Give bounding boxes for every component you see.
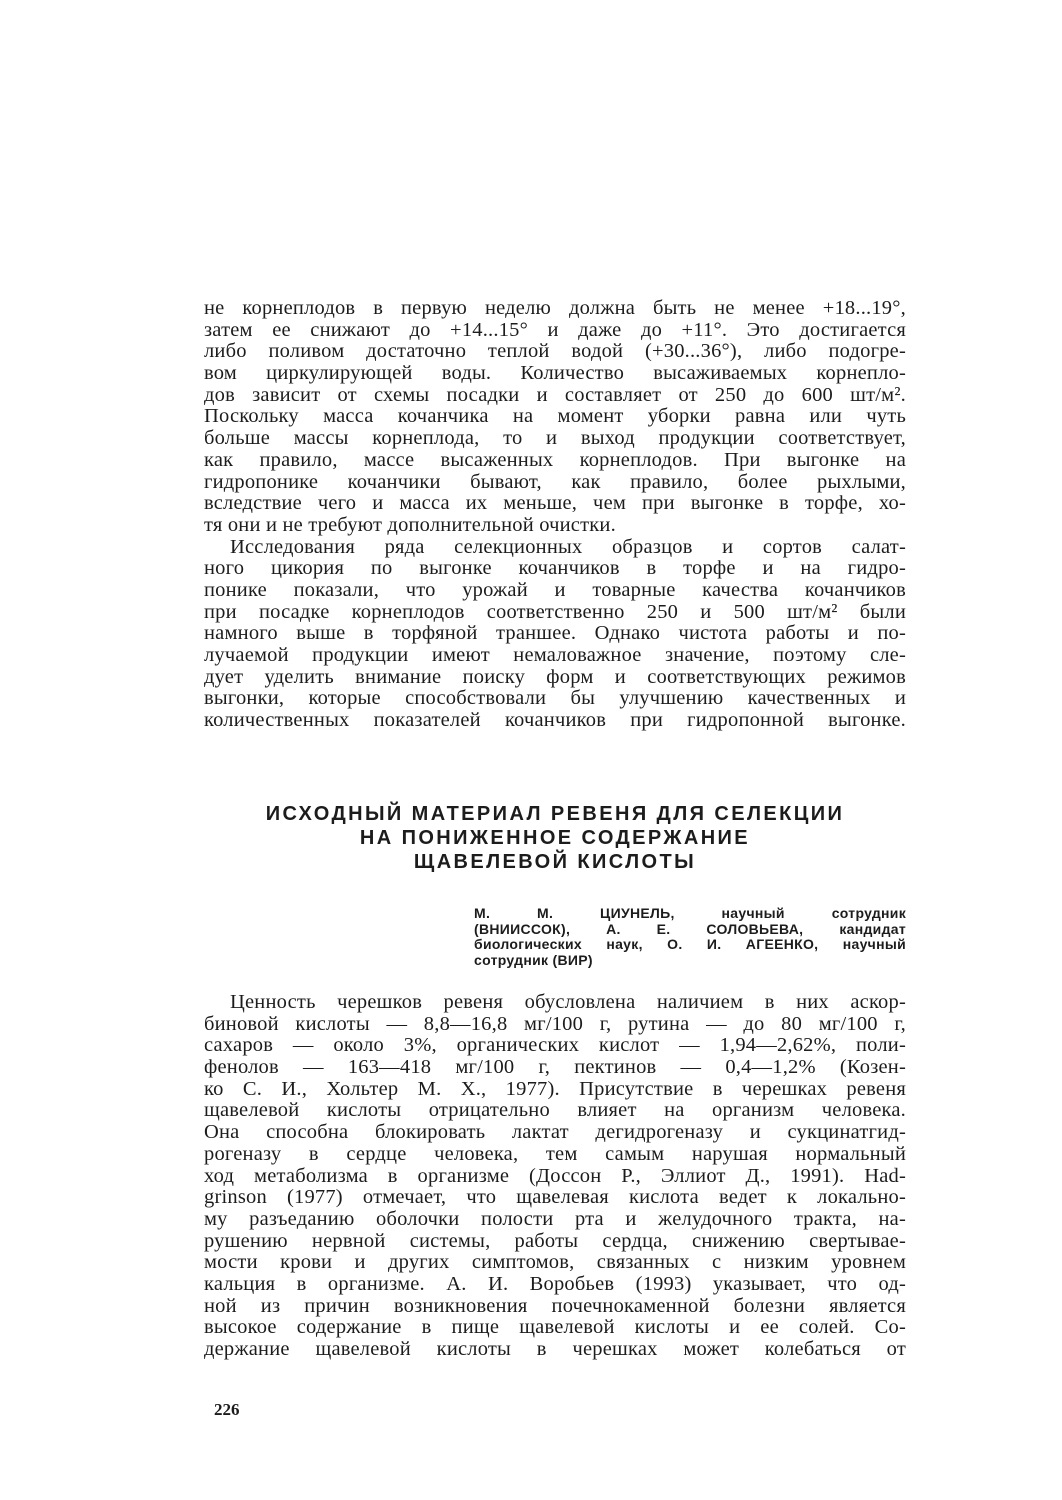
text-line: дует уделить внимание поиску форм и соответствующих режимов [204, 665, 906, 688]
text-line: сахаров — около 3%, органических кислот — 1,94—2,62%, поли- [204, 1034, 906, 1057]
text-line: ход метаболизма в организме (Доссон Р., Эллиот Д., 1991). Had- [204, 1164, 906, 1187]
author-line: сотрудник (ВИР) [474, 952, 593, 969]
author-byline [474, 906, 906, 969]
page-number: 226 [214, 1400, 240, 1419]
text-line: ной из причин возникновения почечнокаменной болезни является [204, 1294, 906, 1317]
text-line: ко С. И., Хольтер М. Х., 1977). Присутствие в черешках ревеня [204, 1077, 906, 1100]
text-line: биновой кислоты — 8,8—16,8 мг/100 г, рутина — до 80 мг/100 г, [204, 1012, 906, 1035]
text-line: Она способна блокировать лактат дегидрогеназу и сукцинатгид- [204, 1121, 906, 1144]
text-line: мости крови и других симптомов, связанных с низким уровнем [204, 1251, 906, 1274]
text-line: затем ее снижают до +14...15° и даже до +11°. Это достигается [204, 318, 906, 341]
text-line: намного выше в торфяной траншее. Однако чистота работы и по- [204, 622, 906, 645]
text-line: фенолов — 163—418 мг/100 г, пектинов — 0,4—1,2% (Козен- [204, 1056, 906, 1079]
text-line: щавелевой кислоты отрицательно влияет на организм человека. [204, 1099, 906, 1122]
text-line: количественных показателей кочанчиков при гидропонной выгонке. [204, 709, 906, 732]
text-line: grinson (1977) отмечает, что щавелевая кислота ведет к локально- [204, 1186, 906, 1209]
text-line: либо поливом достаточно теплой водой (+30...36°), либо подогре- [204, 340, 906, 363]
text-line: не корнеплодов в первую неделю должна быть не менее +18...19°, [204, 297, 906, 319]
text-line: держание щавелевой кислоты в черешках может колебаться от [204, 1338, 906, 1360]
text-line: как правило, массе высаженных корнеплодов. При выгонке на [204, 448, 906, 471]
author-line: М. М. ЦИУНЕЛЬ, научный сотрудник [474, 905, 906, 921]
text-line: кальция в организме. А. И. Воробьев (1993) указывает, что од- [204, 1272, 906, 1295]
author-line: (ВНИИССОК), А. Е. СОЛОВЬЕВА, кандидат [474, 920, 906, 937]
text-line: больше массы корнеплода, то и выход продукции соответствует, [204, 427, 906, 450]
text-line: гидропонике кочанчики бывают, как правило, более рыхлыми, [204, 470, 906, 493]
text-line: рогеназу в сердце человека, тем самым нарушая нормальный [204, 1142, 906, 1165]
text-line: лучаемой продукции имеют немаловажное значение, поэтому сле- [204, 644, 906, 666]
text-line: рушению нервной системы, работы сердца, снижению свертывае- [204, 1229, 906, 1252]
article-title [204, 802, 906, 874]
text-line: Поскольку масса кочанчика на момент уборки равна или чуть [204, 405, 906, 428]
text-line: му разъеданию оболочки полости рта и желудочного тракта, на- [204, 1207, 906, 1230]
title-line: НА ПОНИЖЕННОЕ СОДЕРЖАНИЕ [359, 827, 751, 849]
text-line: дов зависит от схемы посадки и составляет от 250 до 600 шт/м². [204, 383, 906, 406]
text-line: выгонки, которые способствовали бы улучшению качественных и [204, 687, 906, 710]
text-line: вследствие чего и масса их меньше, чем при выгонке в торфе, хо- [204, 492, 906, 515]
title-line: ИСХОДНЫЙ МАТЕРИАЛ РЕВЕНЯ ДЛЯ СЕЛЕКЦИИ [265, 803, 845, 825]
text-line: при посадке корнеплодов соответственно 250 и 500 шт/м² были [204, 600, 906, 623]
text-line: ного цикория по выгонке кочанчиков в торфе и на гидро- [204, 557, 906, 580]
text-line: понике показали, что урожай и товарные качества кочанчиков [204, 578, 906, 601]
author-line: биологических наук, О. И. АГЕЕНКО, научный [474, 936, 906, 953]
text-line: высокое содержание в пище щавелевой кислоты и ее солей. Со- [204, 1316, 906, 1339]
title-line: ЩАВЕЛЕВОЙ КИСЛОТЫ [413, 851, 697, 873]
text-line: Исследования ряда селекционных образцов и сортов салат- [230, 535, 906, 558]
text-line: вом циркулирующей воды. Количество высаживаемых корнепло- [204, 362, 906, 385]
text-line: Ценность черешков ревеня обусловлена наличием в них аскор- [230, 991, 906, 1013]
body-text-bottom [204, 992, 906, 1361]
text-line: тя они и не требуют дополнительной очистки. [204, 513, 616, 536]
body-text-top [204, 298, 906, 732]
